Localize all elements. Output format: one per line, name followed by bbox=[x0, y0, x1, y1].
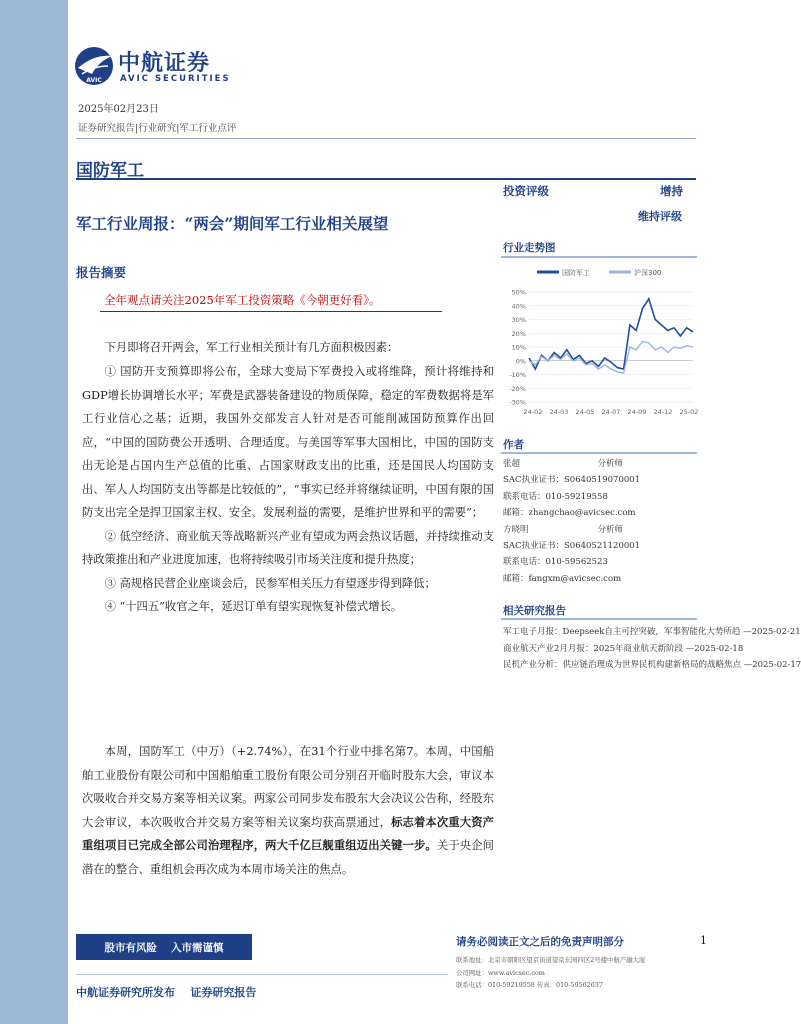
sector-title: 国防军工 bbox=[76, 161, 144, 181]
chart-y-tick-label: -30% bbox=[509, 398, 526, 407]
related-divider bbox=[501, 618, 697, 620]
chart-series-line-csi300 bbox=[529, 342, 693, 374]
author-role: 分析师 bbox=[597, 524, 623, 535]
related-report-link[interactable]: 民机产业分析：供应链治理成为世界民机构建新格局的战略焦点 —2025-02-17 bbox=[503, 660, 801, 671]
left-accent-bar bbox=[0, 0, 68, 1024]
chart-grid bbox=[509, 289, 693, 407]
footer-contact bbox=[456, 954, 696, 992]
legend-label-csi300: 沪深300 bbox=[634, 269, 662, 277]
rating-change: 维持评级 bbox=[638, 210, 682, 223]
chart-y-tick-label: -20% bbox=[509, 384, 526, 393]
factor-list bbox=[82, 360, 494, 619]
logo-mark-text: AVIC bbox=[86, 77, 102, 84]
page-number: 1 bbox=[700, 934, 707, 947]
industry-trend-chart bbox=[501, 262, 697, 422]
authors-divider bbox=[501, 452, 697, 454]
author-name: 方晓明 bbox=[503, 524, 529, 535]
report-title: 军工行业周报：“两会”期间军工行业相关展望 bbox=[76, 214, 389, 233]
footer-divider bbox=[76, 974, 448, 975]
chart-x-tick-label: 24-02 bbox=[523, 408, 543, 416]
factor-item: ② 低空经济、商业航天等战略新兴产业有望成为两会热议话题，并持续推动支持政策推出和产业进度加速，也将持续吸引市场关注度和提升热度； bbox=[82, 529, 494, 566]
related-title: 相关研究报告 bbox=[503, 605, 566, 617]
footer-publisher bbox=[76, 984, 256, 1000]
chart-y-tick-label: 10% bbox=[511, 343, 526, 352]
related-report-link[interactable]: 商业航天产业2月月报：2025年商业航天新阶段 —2025-02-18 bbox=[503, 643, 744, 654]
related-report-link[interactable]: 军工电子月报：Deepseek自主可控突破，军事智能化大势所趋 —2025-02-21 bbox=[503, 627, 801, 637]
factor-item: ① 国防开支预算即将公布，全球大变局下军费投入或将维降，预计将维持和GDP增长协调增长水平；军费是武器装备建设的物质保障，稳定的军费数据将是军工行业信心之基；近期，我国外交部发言人针对是否可能削减国防预算作出回应，“中国的国防费公开透明、合理适度。与美国等军事大国相比，中国的国防支出无论是占国内生产总值的比重、占国家财政支出的比重，还是国民人均国防支出、军人人均国防支出等都是比较低的”，“事实已经并将继续证明，中国有限的国防支出完全是捍卫国家主权、安全、发展利益的需要，是维护世界和平的需要”； bbox=[82, 365, 494, 519]
chart-lines bbox=[529, 299, 693, 373]
chart-x-axis bbox=[524, 408, 699, 416]
rating-label: 投资评级 bbox=[503, 184, 549, 198]
related-reports bbox=[503, 624, 801, 674]
disclaimer-title: 请务必阅读正文之后的免责声明部分 bbox=[456, 936, 624, 948]
brand-name-cn: 中航证券 bbox=[118, 51, 211, 76]
chart-x-tick-label: 24-03 bbox=[549, 408, 569, 416]
author-name: 张超 bbox=[503, 459, 521, 469]
risk-text-2: 入市需谨慎 bbox=[171, 941, 224, 954]
chart-x-tick-label: 24-07 bbox=[601, 408, 621, 416]
highlight-underline bbox=[100, 311, 442, 312]
breadcrumb: 证券研究报告|行业研究|军工行业点评 bbox=[78, 123, 237, 134]
chart-section-title: 行业走势图 bbox=[503, 242, 556, 254]
summary-heading: 报告摘要 bbox=[76, 265, 127, 280]
chart-x-tick-label: 24-12 bbox=[653, 408, 673, 416]
footer-website[interactable]: 公司网址：www.avicsec.com bbox=[456, 968, 545, 977]
author-tel: 联系电话：010-59562523 bbox=[503, 557, 608, 568]
weekly-text-1: 本周，国防军工（中万）（+2.74%），在31个行业中排名第7。本周，中国船舶工业股份有限公司和中国船舶重工股份有限公司分别召开临时股东大会，审议本次吸收合并交易方案等相关议案。两家公司同步发布股东大会决议公告称，经股东大会审议，本次吸收合并交易方案等相关议案均获高票通过， bbox=[82, 745, 494, 829]
publisher-name: 中航证券研究所发布 bbox=[76, 986, 175, 999]
factor-item: ③ 高规格民营企业座谈会后，民参军相关压力有望逐步得到降低； bbox=[104, 576, 436, 590]
chart-x-tick-label: 25-02 bbox=[679, 408, 699, 416]
report-date: 2025年02月23日 bbox=[78, 104, 159, 115]
author-tel: 联系电话：010-59219558 bbox=[503, 491, 608, 502]
avic-logo-icon bbox=[72, 44, 116, 88]
chart-y-tick-label: 50% bbox=[511, 288, 526, 297]
highlight-note[interactable]: 全年观点请关注2025年军工投资策略《今朝更好看》。 bbox=[104, 293, 381, 307]
chart-y-tick-label: 0% bbox=[515, 357, 526, 366]
chart-x-tick-label: 24-09 bbox=[627, 408, 647, 416]
author-email[interactable]: 邮箱：zhangchao@avicsec.com bbox=[503, 508, 636, 519]
chart-y-tick-label: -10% bbox=[509, 371, 526, 379]
risk-text-1: 股市有风险 bbox=[104, 941, 157, 954]
report-type: 证券研究报告 bbox=[190, 986, 257, 999]
chart-y-tick-label: 30% bbox=[511, 316, 526, 324]
chart-y-tick-label: 40% bbox=[511, 302, 526, 311]
legend-label-defense: 国防军工 bbox=[562, 269, 590, 277]
risk-warning-box bbox=[76, 934, 252, 960]
weekly-paragraph bbox=[82, 740, 494, 881]
authors-title: 作者 bbox=[503, 439, 524, 451]
factor-item: ④ “十四五”收官之年，延迟订单有望实现恢复补偿式增长。 bbox=[104, 600, 403, 613]
intro-paragraph: 下月即将召开两会，军工行业相关预计有几方面积极因素： bbox=[104, 341, 399, 354]
authors-block bbox=[503, 456, 697, 587]
author-row bbox=[503, 456, 697, 472]
author-role: 分析师 bbox=[597, 459, 623, 469]
chart-series-line-defense bbox=[529, 299, 693, 369]
chart-legend bbox=[537, 268, 661, 277]
footer-address: 联系地址：北京市朝阳区望京街道望京东园四区2号楼中航产融大厦 bbox=[456, 956, 646, 964]
author-row bbox=[503, 522, 697, 538]
footer-phone: 联系电话：010-59219558 传真：010-59562637 bbox=[456, 981, 603, 990]
chart-section-divider bbox=[501, 256, 697, 258]
chart-y-tick-label: 20% bbox=[511, 329, 526, 338]
brand-name-en: AVIC SECURITIES bbox=[120, 74, 231, 84]
brand-logo bbox=[72, 44, 272, 92]
chart-x-tick-label: 24-05 bbox=[575, 408, 595, 416]
rating-value: 增持 bbox=[660, 184, 683, 198]
weekly-bold-text: 标志着本次重大资产重组项目已完成全部公司治理程序，两大千亿巨舰重组迈出关键一步。 bbox=[82, 814, 494, 852]
sector-divider bbox=[76, 178, 696, 180]
author-cert: SAC执业证书：S0640519070001 bbox=[503, 475, 641, 486]
author-cert: SAC执业证书：S0640521120001 bbox=[503, 541, 641, 552]
author-email[interactable]: 邮箱：fangxm@avicsec.com bbox=[503, 573, 622, 584]
weekly-text-2: 关于央企间潜在的整合、重组机会再次成为本周市场关注的焦点。 bbox=[82, 839, 494, 876]
header-divider bbox=[76, 138, 696, 139]
